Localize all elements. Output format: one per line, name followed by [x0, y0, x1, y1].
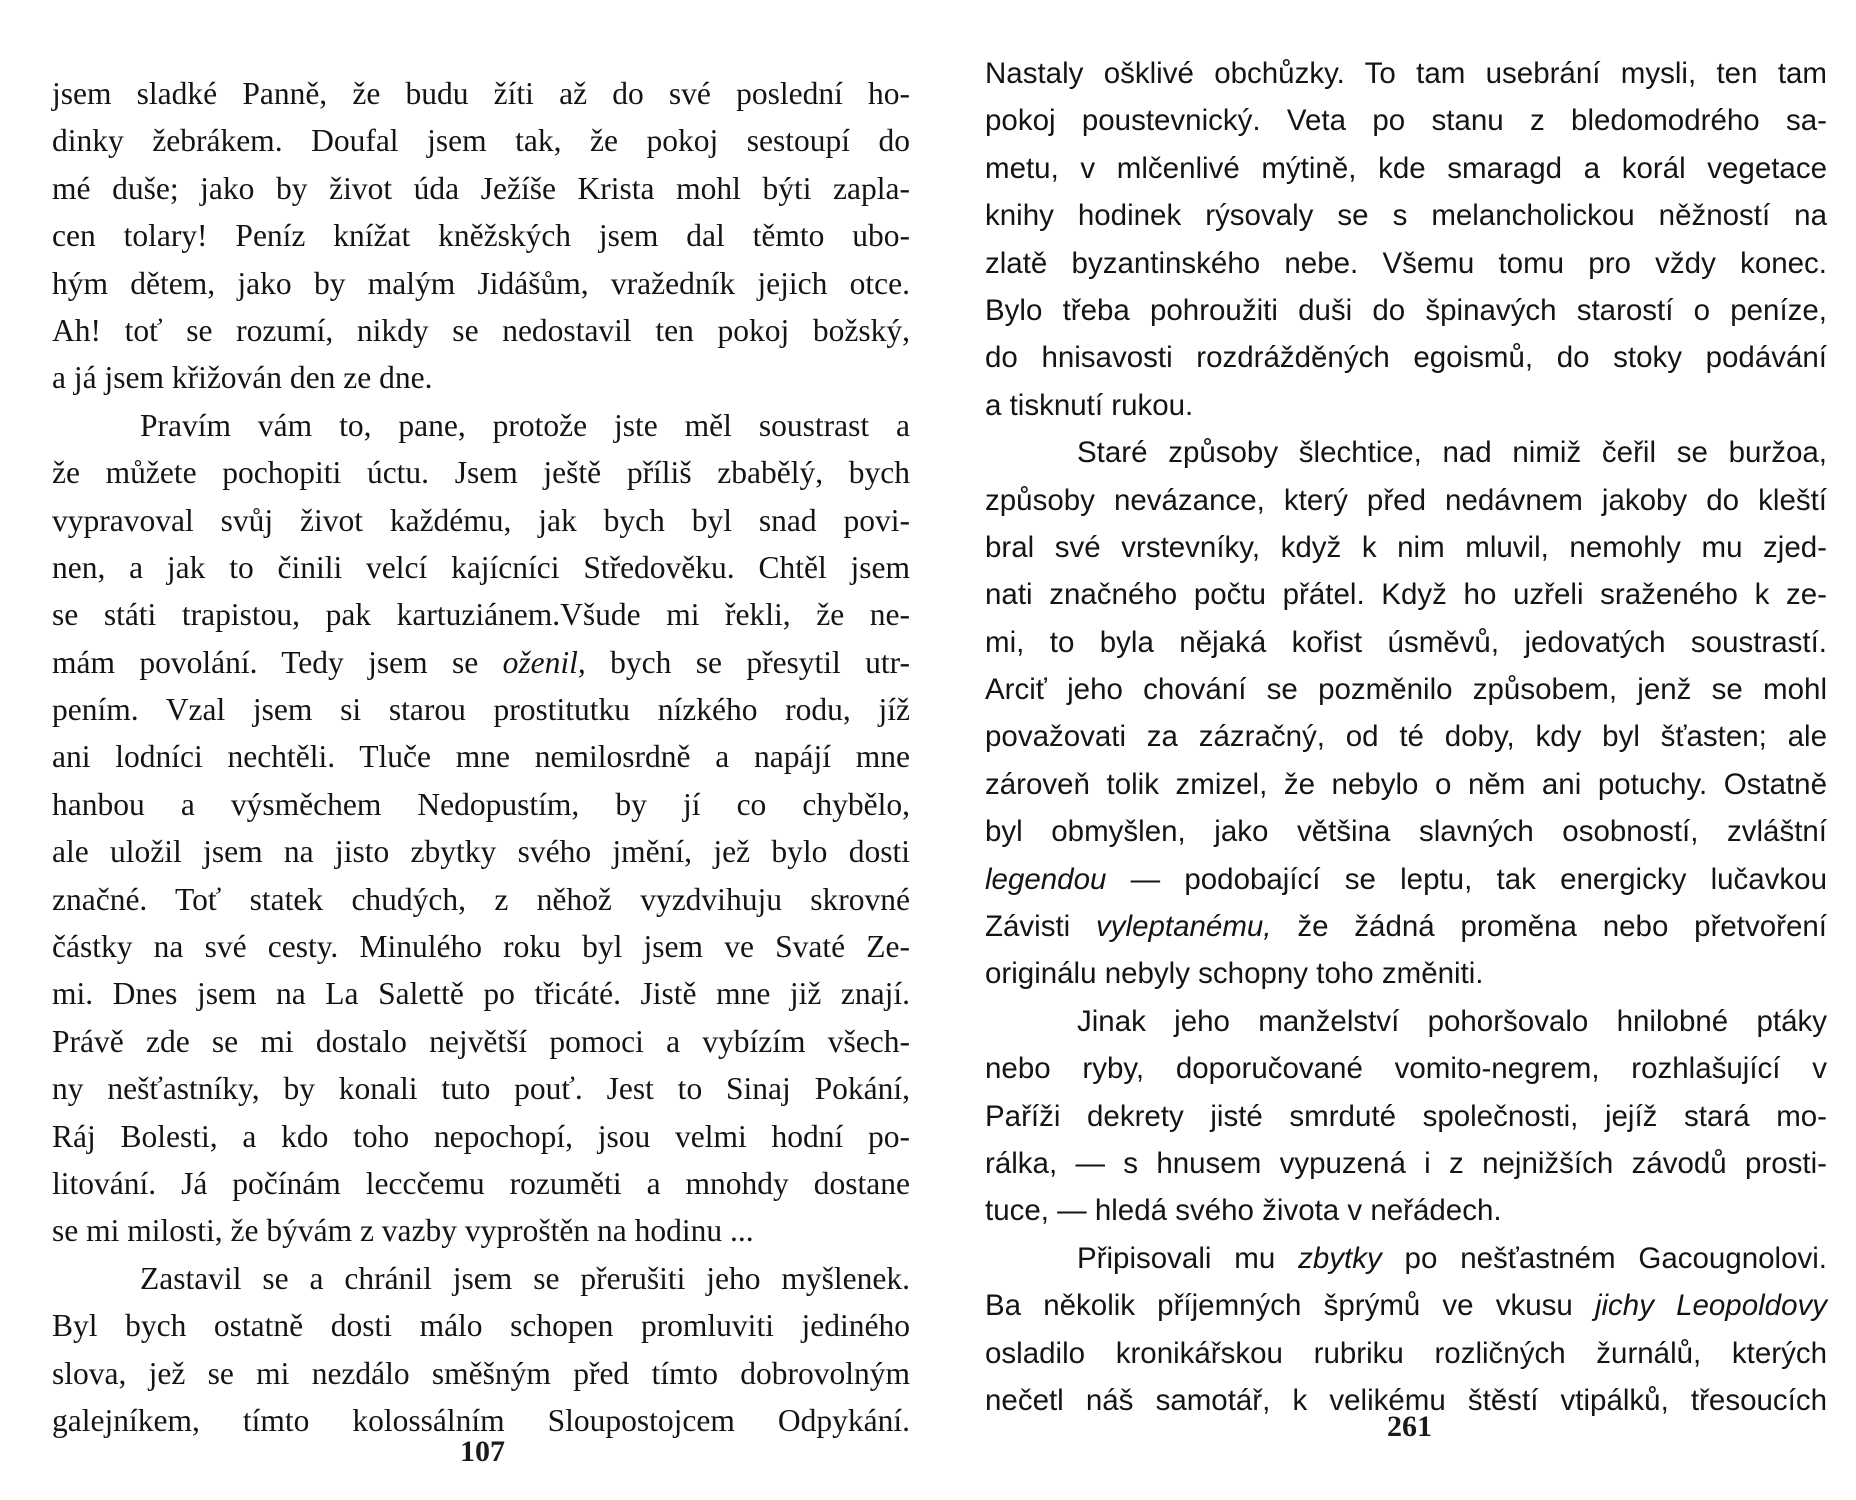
text-line: Staré způsoby šlechtice, nad nimiž čeřil se buržoa,	[1077, 436, 1827, 470]
text-line	[985, 1282, 1827, 1329]
text-line: bral své vrstevníky, když k nim mluvil, nemohly mu zjed-	[985, 530, 1827, 564]
italic-word: zbytky	[1298, 1241, 1382, 1275]
text-line: ny nešťastníky, by konali tuto pouť. Jest to Sinaj Pokání,	[52, 1071, 910, 1107]
text-line: metu, v mlčenlivé mýtině, kde smaragd a korál vegetace	[985, 151, 1827, 185]
text-line: Nastaly ošklivé obchůzky. To tam usebrání mysli, ten tam	[985, 57, 1827, 90]
text-line: mi. Dnes jsem na La Salettě po třicáté. Jistě mne již znají.	[52, 976, 910, 1012]
text-run: Ba několik příjemných šprýmů ve vkusu	[985, 1289, 1573, 1323]
text-run: Připisovali mu	[1077, 1241, 1276, 1275]
text-line: hým dětem, jako by malým Jidášům, vražedník jejich otce.	[52, 265, 910, 301]
text-line: pením. Vzal jsem si starou prostitutku nízkého rodu, jíž	[52, 692, 910, 728]
text-line: vypravoval svůj život každému, jak bych byl snad povi-	[52, 502, 910, 538]
right-page	[985, 50, 1827, 1424]
text-line: knihy hodinek rýsovaly se s melancholickou něžností na	[985, 199, 1827, 233]
text-line: Arciť jeho chování se pozměnilo způsobem, jenž se mohl	[985, 673, 1827, 707]
text-line: považovati za zázračný, od té doby, kdy byl šťasten; ale	[985, 720, 1827, 754]
text-line: pokoj poustevnický. Veta po stanu z bledomodrého sa-	[985, 104, 1827, 138]
text-line: litování. Já počínám leccčemu rozuměti a mnohdy dostane	[52, 1165, 910, 1201]
text-line: zlatě byzantinského nebe. Všemu tomu pro vždy konec.	[985, 246, 1827, 280]
text-run: Závisti	[985, 910, 1071, 944]
text-line: galejníkem, tímto kolossálním Sloupostojcem Odpykání.	[52, 1402, 910, 1438]
text-line: Ah! toť se rozumí, nikdy se nedostavil ten pokoj božský,	[52, 312, 910, 348]
text-line: tuce, — hledá svého života v neřádech.	[985, 1194, 1502, 1228]
text-line: rálka, — s hnusem vypuzená i z nejnižších závodů prosti-	[985, 1146, 1827, 1180]
text-line: částky na své cesty. Minulého roku byl jsem ve Svaté Ze-	[52, 929, 910, 965]
text-line: nečetl náš samotář, k velikému štěstí vtipálků, třesoucích	[985, 1383, 1827, 1417]
text-line: mé duše; jako by život úda Ježíše Krista mohl býti zapla-	[52, 170, 910, 206]
page-number: 261	[1387, 1410, 1432, 1443]
left-page	[52, 70, 910, 1444]
text-line: dinky žebrákem. Doufal jsem tak, že pokoj sestoupí do	[52, 123, 910, 159]
text-line	[985, 856, 1827, 903]
text-line: způsoby nevázance, který před nedávnem jakoby do kleští	[985, 483, 1827, 517]
text-line: hanbou a výsměchem Nedopustím, by jí co chybělo,	[52, 786, 910, 822]
text-line: Právě zde se mi dostalo největší pomoci a vybízím všech-	[52, 1023, 910, 1059]
page-number: 107	[460, 1435, 505, 1468]
text-line: se státi trapistou, pak kartuziánem.Všude mi řekli, že ne-	[52, 597, 910, 633]
text-line: slova, jež se mi nezdálo směšným před tímto dobrovolným	[52, 1355, 910, 1391]
text-line: byl obmyšlen, jako většina slavných osobností, zvláštní	[985, 815, 1827, 849]
text-line: osladilo kronikářskou rubriku rozličných žurnálů, kterých	[985, 1336, 1827, 1370]
text-line: jsem sladké Panně, že budu žíti až do své poslední ho-	[52, 76, 910, 111]
text-line: Zastavil se a chránil jsem se přerušiti jeho myšlenek.	[140, 1260, 910, 1296]
text-line: Bylo třeba pohroužiti duši do špinavých starostí o peníze,	[985, 293, 1827, 327]
text-line	[52, 639, 910, 686]
text-line: Paříži dekrety jisté smrduté společnosti, jejíž stará mo-	[985, 1099, 1827, 1133]
text-line: se mi milosti, že bývám z vazby vyproštěn na hodinu ...	[52, 1213, 754, 1249]
text-line: mi, to byla nějaká kořist úsměvů, jedovatých soustrastí.	[985, 625, 1827, 659]
text-line	[985, 1235, 1827, 1282]
text-line: cen tolary! Peníz knížat kněžských jsem dal těmto ubo-	[52, 218, 910, 254]
text-line: a já jsem křižován den ze dne.	[52, 360, 433, 396]
text-line: nen, a jak to činili velcí kajícníci Středověku. Chtěl jsem	[52, 549, 910, 585]
text-run: mám povolání. Tedy jsem se	[52, 644, 479, 680]
text-line: nebo ryby, doporučované vomito-negrem, rozhlašující v	[985, 1052, 1827, 1086]
text-line: značné. Toť statek chudých, z něhož vyzdvihuju skrovné	[52, 881, 910, 917]
text-line: Ráj Bolesti, a kdo toho nepochopí, jsou velmi hodní po-	[52, 1118, 910, 1154]
italic-word: oženil,	[502, 644, 586, 680]
text-line	[985, 903, 1827, 950]
text-line: ale uložil jsem na jisto zbytky svého jmění, jež bylo dosti	[52, 834, 910, 870]
italic-word: vyleptanému,	[1096, 910, 1272, 944]
text-run: po nešťastném Gacougnolovi.	[1404, 1241, 1827, 1275]
text-line: že můžete pochopiti úctu. Jsem ještě příliš zbabělý, bych	[52, 455, 910, 491]
text-line: Pravím vám to, pane, protože jste měl soustrast a	[140, 407, 910, 443]
text-line: originálu nebyly schopny toho změniti.	[985, 957, 1484, 991]
text-line: nati značného počtu přátel. Když ho uzřeli sraženého k ze-	[985, 578, 1827, 612]
text-line: Byl bych ostatně dosti málo schopen promluviti jediného	[52, 1308, 910, 1344]
text-run: bych se přesytil utr-	[610, 644, 911, 680]
italic-word: legendou	[985, 862, 1107, 896]
text-line: a tisknutí rukou.	[985, 388, 1194, 422]
text-line: zároveň tolik zmizel, že nebylo o něm ani potuchy. Ostatně	[985, 767, 1827, 801]
text-line: Jinak jeho manželství pohoršovalo hnilobné ptáky	[1077, 1004, 1827, 1038]
italic-word: jichy Leopoldovy	[1594, 1289, 1827, 1323]
text-line: do hnisavosti rozdrážděných egoismů, do stoky podávání	[985, 341, 1827, 375]
text-run: že žádná proměna nebo přetvoření	[1297, 910, 1827, 944]
text-line: ani lodníci nechtěli. Tluče mne nemilosrdně a napájí mne	[52, 739, 910, 775]
text-run: — podobající se leptu, tak energicky lučavkou	[1130, 862, 1827, 896]
